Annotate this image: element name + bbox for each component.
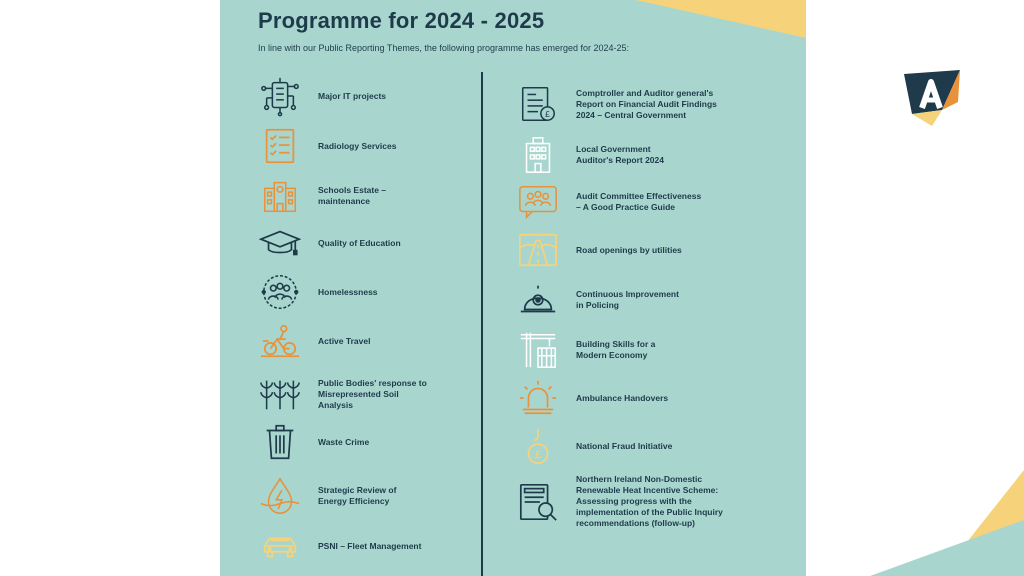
item-label: Local Government Auditor's Report 2024 bbox=[576, 144, 664, 165]
document-magnifier-icon bbox=[516, 480, 560, 524]
page-subtitle: In line with our Public Reporting Themes, the following programme has emerged for 2024-25: bbox=[258, 43, 630, 53]
financial-report-icon bbox=[516, 82, 560, 126]
programme-item-waste-crime bbox=[258, 420, 369, 464]
item-label: Strategic Review of Energy Efficiency bbox=[318, 485, 397, 506]
item-label: Schools Estate – maintenance bbox=[318, 185, 387, 206]
government-building-icon bbox=[516, 133, 560, 177]
item-label: Road openings by utilities bbox=[576, 244, 682, 255]
programme-item-quality-education bbox=[258, 221, 401, 265]
item-label: Continuous Improvement in Policing bbox=[576, 289, 679, 310]
item-label: Public Bodies' response to Misrepresented Soil Analysis bbox=[318, 377, 427, 410]
column-divider bbox=[481, 72, 483, 576]
construction-crane-icon bbox=[516, 328, 560, 372]
programme-item-fraud bbox=[516, 424, 672, 468]
item-label: Comptroller and Auditor general's Report on Financial Audit Findings 2024 – Central Government bbox=[576, 87, 717, 120]
item-label: Building Skills for a Modern Economy bbox=[576, 339, 656, 360]
programme-item-ambulance bbox=[516, 376, 668, 420]
programme-item-energy-efficiency bbox=[258, 474, 396, 518]
trash-bin-icon bbox=[258, 420, 302, 464]
plants-icon bbox=[258, 372, 302, 416]
item-label: Northern Ireland Non-Domestic Renewable Heat Incentive Scheme: Assessing progress with the implementation of the Public Inquiry recommendations (follow-up) bbox=[576, 474, 723, 528]
item-label: Waste Crime bbox=[318, 436, 370, 447]
cyclist-icon bbox=[258, 319, 302, 363]
item-label: National Fraud Initiative bbox=[576, 440, 673, 451]
road-icon bbox=[516, 228, 560, 272]
checklist-icon bbox=[258, 124, 302, 168]
item-label: Ambulance Handovers bbox=[576, 392, 669, 403]
graduation-cap-icon bbox=[258, 221, 302, 265]
programme-item-schools-estate bbox=[258, 174, 386, 218]
item-label: Homelessness bbox=[318, 286, 378, 297]
page-title: Programme for 2024 - 2025 bbox=[258, 8, 545, 33]
programme-item-policing bbox=[516, 278, 679, 322]
fraud-hook-icon bbox=[516, 424, 560, 468]
audit-office-logo bbox=[902, 70, 962, 126]
programme-item-rhi-scheme bbox=[516, 474, 723, 529]
item-label: Quality of Education bbox=[318, 237, 401, 248]
siren-icon bbox=[516, 376, 560, 420]
programme-item-homelessness bbox=[258, 270, 378, 314]
item-label: Major IT projects bbox=[318, 90, 387, 101]
energy-drop-icon bbox=[258, 474, 302, 518]
school-building-icon bbox=[258, 174, 302, 218]
svg-text:£: £ bbox=[534, 448, 542, 461]
programme-item-building-skills bbox=[516, 328, 655, 372]
programme-item-audit-committee bbox=[516, 180, 701, 224]
committee-meeting-icon bbox=[516, 180, 560, 224]
item-label: Radiology Services bbox=[318, 140, 397, 151]
car-icon bbox=[258, 524, 302, 568]
corner-decoration bbox=[626, 0, 806, 40]
bottom-right-decoration bbox=[840, 470, 1024, 576]
item-label: PSNI – Fleet Management bbox=[318, 540, 422, 551]
programme-item-active-travel bbox=[258, 319, 370, 363]
programme-item-radiology bbox=[258, 124, 396, 168]
programme-item-local-government bbox=[516, 133, 664, 177]
programme-item-financial-audit bbox=[516, 82, 717, 126]
item-label: Active Travel bbox=[318, 335, 371, 346]
programme-panel bbox=[220, 0, 806, 576]
programme-item-soil-analysis bbox=[258, 372, 427, 416]
svg-text:£: £ bbox=[545, 108, 550, 119]
item-label: Audit Committee Effectiveness – A Good Practice Guide bbox=[576, 191, 702, 212]
police-helmet-icon bbox=[516, 278, 560, 322]
people-circle-icon bbox=[258, 270, 302, 314]
programme-item-psni-fleet bbox=[258, 524, 421, 568]
programme-item-major-it bbox=[258, 74, 386, 118]
circuit-board-icon bbox=[258, 74, 302, 118]
programme-item-road-openings bbox=[516, 228, 682, 272]
